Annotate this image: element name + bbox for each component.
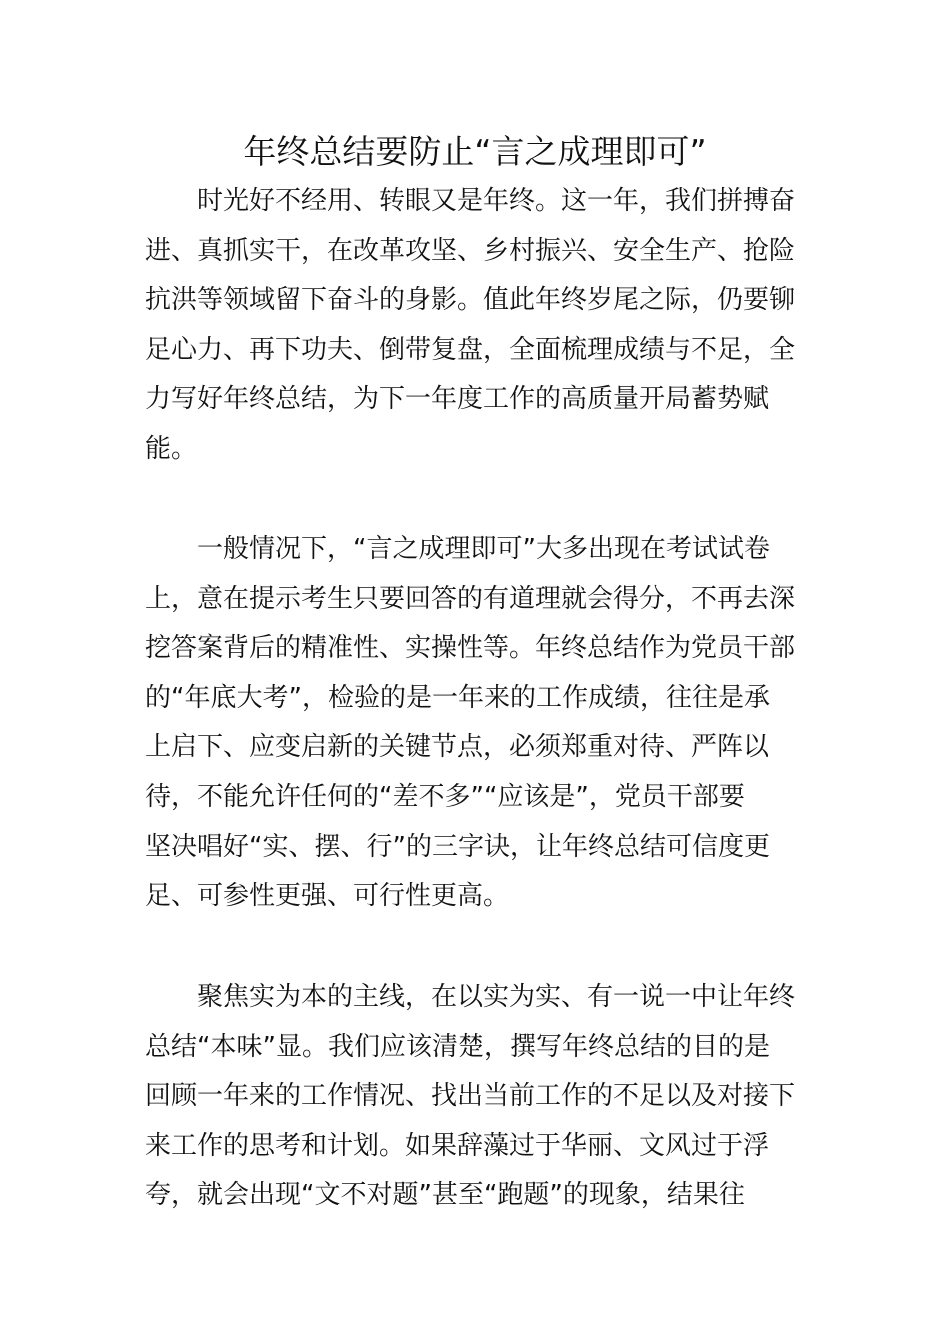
paragraph-line: 抗洪等领域留下奋斗的身影。值此年终岁尾之际，仍要铆 (145, 285, 796, 316)
document-title: 年终总结要防止“言之成理即可” (243, 132, 707, 171)
paragraph-line: 回顾一年来的工作情况、找出当前工作的不足以及对接下 (145, 1081, 796, 1112)
paragraph-3 (145, 973, 810, 1221)
paragraph-1 (145, 177, 810, 475)
paragraph-line: 总结“本味”显。我们应该清楚，撰写年终总结的目的是 (145, 1031, 770, 1062)
paragraph-line: 进、真抓实干，在改革攻坚、乡村振兴、安全生产、抢险 (145, 235, 796, 266)
paragraph-line: 上，意在提示考生只要回答的有道理就会得分，不再去深 (145, 583, 796, 614)
paragraph-line: 聚焦实为本的主线，在以实为实、有一说一中让年终 (197, 982, 796, 1012)
paragraph-2 (145, 525, 810, 922)
paragraph-line: 来工作的思考和计划。如果辞藻过于华丽、文风过于浮 (145, 1130, 770, 1161)
paragraph-line: 力写好年终总结，为下一年度工作的高质量开局蓄势赋 (145, 384, 770, 415)
paragraph-line: 时光好不经用、转眼又是年终。这一年，我们拼搏奋 (197, 186, 796, 216)
paragraph-line: 上启下、应变启新的关键节点，必须郑重对待、严阵以 (145, 732, 770, 763)
paragraph-line: 的“年底大考”，检验的是一年来的工作成绩，往往是承 (145, 682, 770, 713)
paragraph-line: 挖答案背后的精准性、实操性等。年终总结作为党员干部 (145, 633, 796, 664)
paragraph-line: 坚决唱好“实、摆、行”的三字诀，让年终总结可信度更 (145, 831, 770, 862)
paragraph-line: 一般情况下，“言之成理即可”大多出现在考试试卷 (197, 534, 770, 564)
paragraph-line: 能。 (145, 433, 198, 464)
paragraph-line: 夸，就会出现“文不对题”甚至“跑题”的现象，结果往 (145, 1180, 745, 1211)
paragraph-line: 足、可参性更强、可行性更高。 (145, 881, 510, 912)
paragraph-line: 足心力、再下功夫、倒带复盘，全面梳理成绩与不足，全 (145, 334, 796, 365)
paragraph-line: 待，不能允许任何的“差不多”“应该是”，党员干部要 (145, 781, 745, 812)
